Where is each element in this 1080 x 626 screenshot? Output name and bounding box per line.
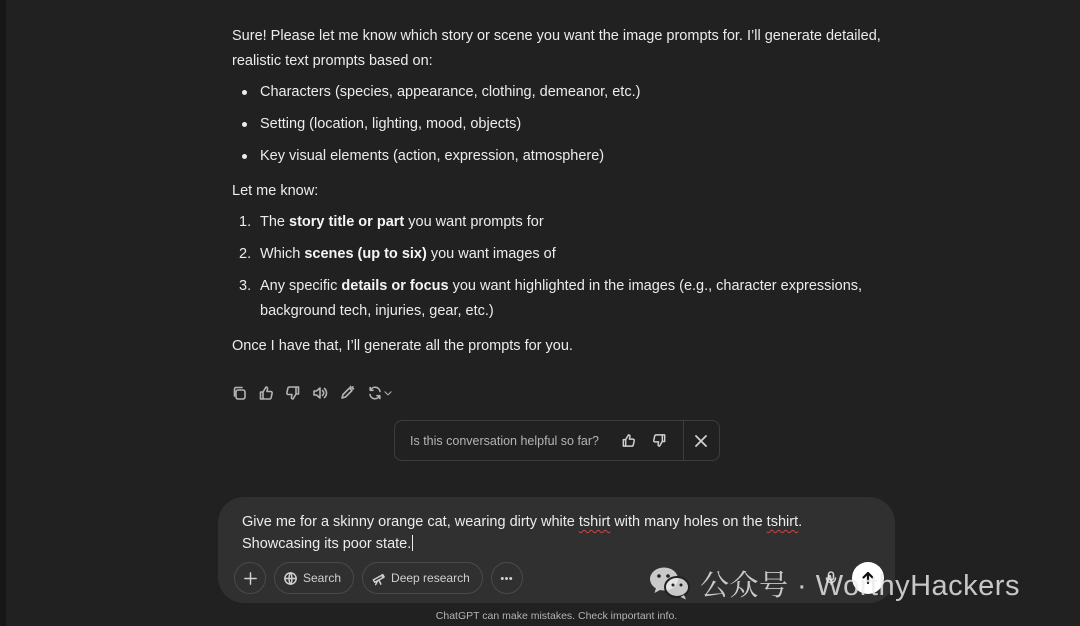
prompt-input[interactable] <box>242 511 862 555</box>
list-number: 2. <box>239 246 252 262</box>
text-caret <box>412 535 413 551</box>
list-item <box>232 210 892 235</box>
read-aloud-icon <box>312 385 328 401</box>
let-me-know-text: Let me know: <box>232 183 319 199</box>
list-number: 1. <box>239 214 252 230</box>
list-text: you want prompts for <box>404 214 544 230</box>
list-number: 3. <box>239 278 252 294</box>
sidebar-edge <box>0 0 6 626</box>
watermark-text: 公众号 · WorthyHackers <box>700 569 1020 602</box>
thumbs-up-icon <box>621 433 636 448</box>
more-tools-button[interactable] <box>491 562 523 594</box>
message-actions <box>230 382 395 404</box>
copy-icon <box>231 385 247 401</box>
feedback-prompt <box>394 420 720 461</box>
message-outro: Once I have that, I’ll generate all the prompts for you. <box>232 338 573 354</box>
list-text: Any specific <box>260 278 342 294</box>
deep-research-button[interactable] <box>362 562 483 594</box>
misspelled-word: tshirt <box>766 514 799 530</box>
bullet-list <box>232 80 892 169</box>
thumbs-down-button[interactable] <box>284 384 302 402</box>
ellipsis-icon <box>499 571 514 586</box>
thumbs-down-icon <box>652 433 667 448</box>
deep-research-label: Deep research <box>391 571 470 585</box>
feedback-thumbs-up-button[interactable] <box>617 430 639 452</box>
list-bold-text: scenes (up to six) <box>304 246 427 262</box>
regenerate-button[interactable] <box>365 384 395 402</box>
list-item: Setting (location, lighting, mood, objects) <box>232 112 892 137</box>
search-button[interactable] <box>274 562 354 594</box>
list-item <box>232 242 892 267</box>
feedback-thumbs-down-button[interactable] <box>649 430 671 452</box>
list-item: Key visual elements (action, expression, atmosphere) <box>232 144 892 169</box>
list-bold-text: details or focus <box>341 278 449 294</box>
list-text: you want highlighted in the images (e.g., character expressions, background tech, injuries, gear, etc.) <box>260 278 863 319</box>
list-text: Which <box>260 246 305 262</box>
send-button[interactable] <box>852 562 884 594</box>
list-text: The <box>260 214 290 230</box>
feedback-question: Is this conversation helpful so far? <box>410 433 599 448</box>
microphone-icon <box>823 570 839 586</box>
voice-input-button[interactable] <box>818 565 844 591</box>
telescope-icon <box>371 571 386 586</box>
message-composer <box>218 497 895 603</box>
numbered-list <box>232 210 892 324</box>
list-item: Characters (species, appearance, clothing, demeanor, etc.) <box>232 80 892 105</box>
message-intro: Sure! Please let me know which story or scene you want the image prompts for. I’ll generate detailed, realistic text prompts based on: <box>232 28 881 69</box>
globe-icon <box>283 571 298 586</box>
list-item <box>232 274 892 324</box>
thumbs-down-icon <box>285 385 301 401</box>
read-aloud-button[interactable] <box>311 384 329 402</box>
thumbs-up-button[interactable] <box>257 384 275 402</box>
prompt-text: . Showcasing its poor state. <box>242 514 803 552</box>
arrow-up-icon <box>860 570 876 586</box>
thumbs-up-icon <box>258 385 274 401</box>
edit-icon <box>339 385 355 401</box>
edit-button[interactable] <box>338 384 356 402</box>
close-icon <box>695 435 707 447</box>
prompt-text: Give me for a skinny orange cat, wearing dirty white <box>242 514 579 530</box>
list-text: you want images of <box>426 246 556 262</box>
regenerate-icon <box>367 385 383 401</box>
search-label: Search <box>303 571 342 585</box>
chevron-down-icon <box>383 388 393 398</box>
composer-tools <box>234 562 523 594</box>
list-bold-text: story title or part <box>289 214 405 230</box>
prompt-text: with many holes on the <box>610 514 767 530</box>
copy-button[interactable] <box>230 384 248 402</box>
misspelled-word: tshirt <box>578 514 611 530</box>
disclaimer: ChatGPT can make mistakes. Check important info. <box>435 610 678 622</box>
plus-icon <box>243 571 258 586</box>
assistant-message <box>232 24 892 359</box>
attach-button[interactable] <box>234 562 266 594</box>
feedback-close-button[interactable] <box>684 421 719 460</box>
